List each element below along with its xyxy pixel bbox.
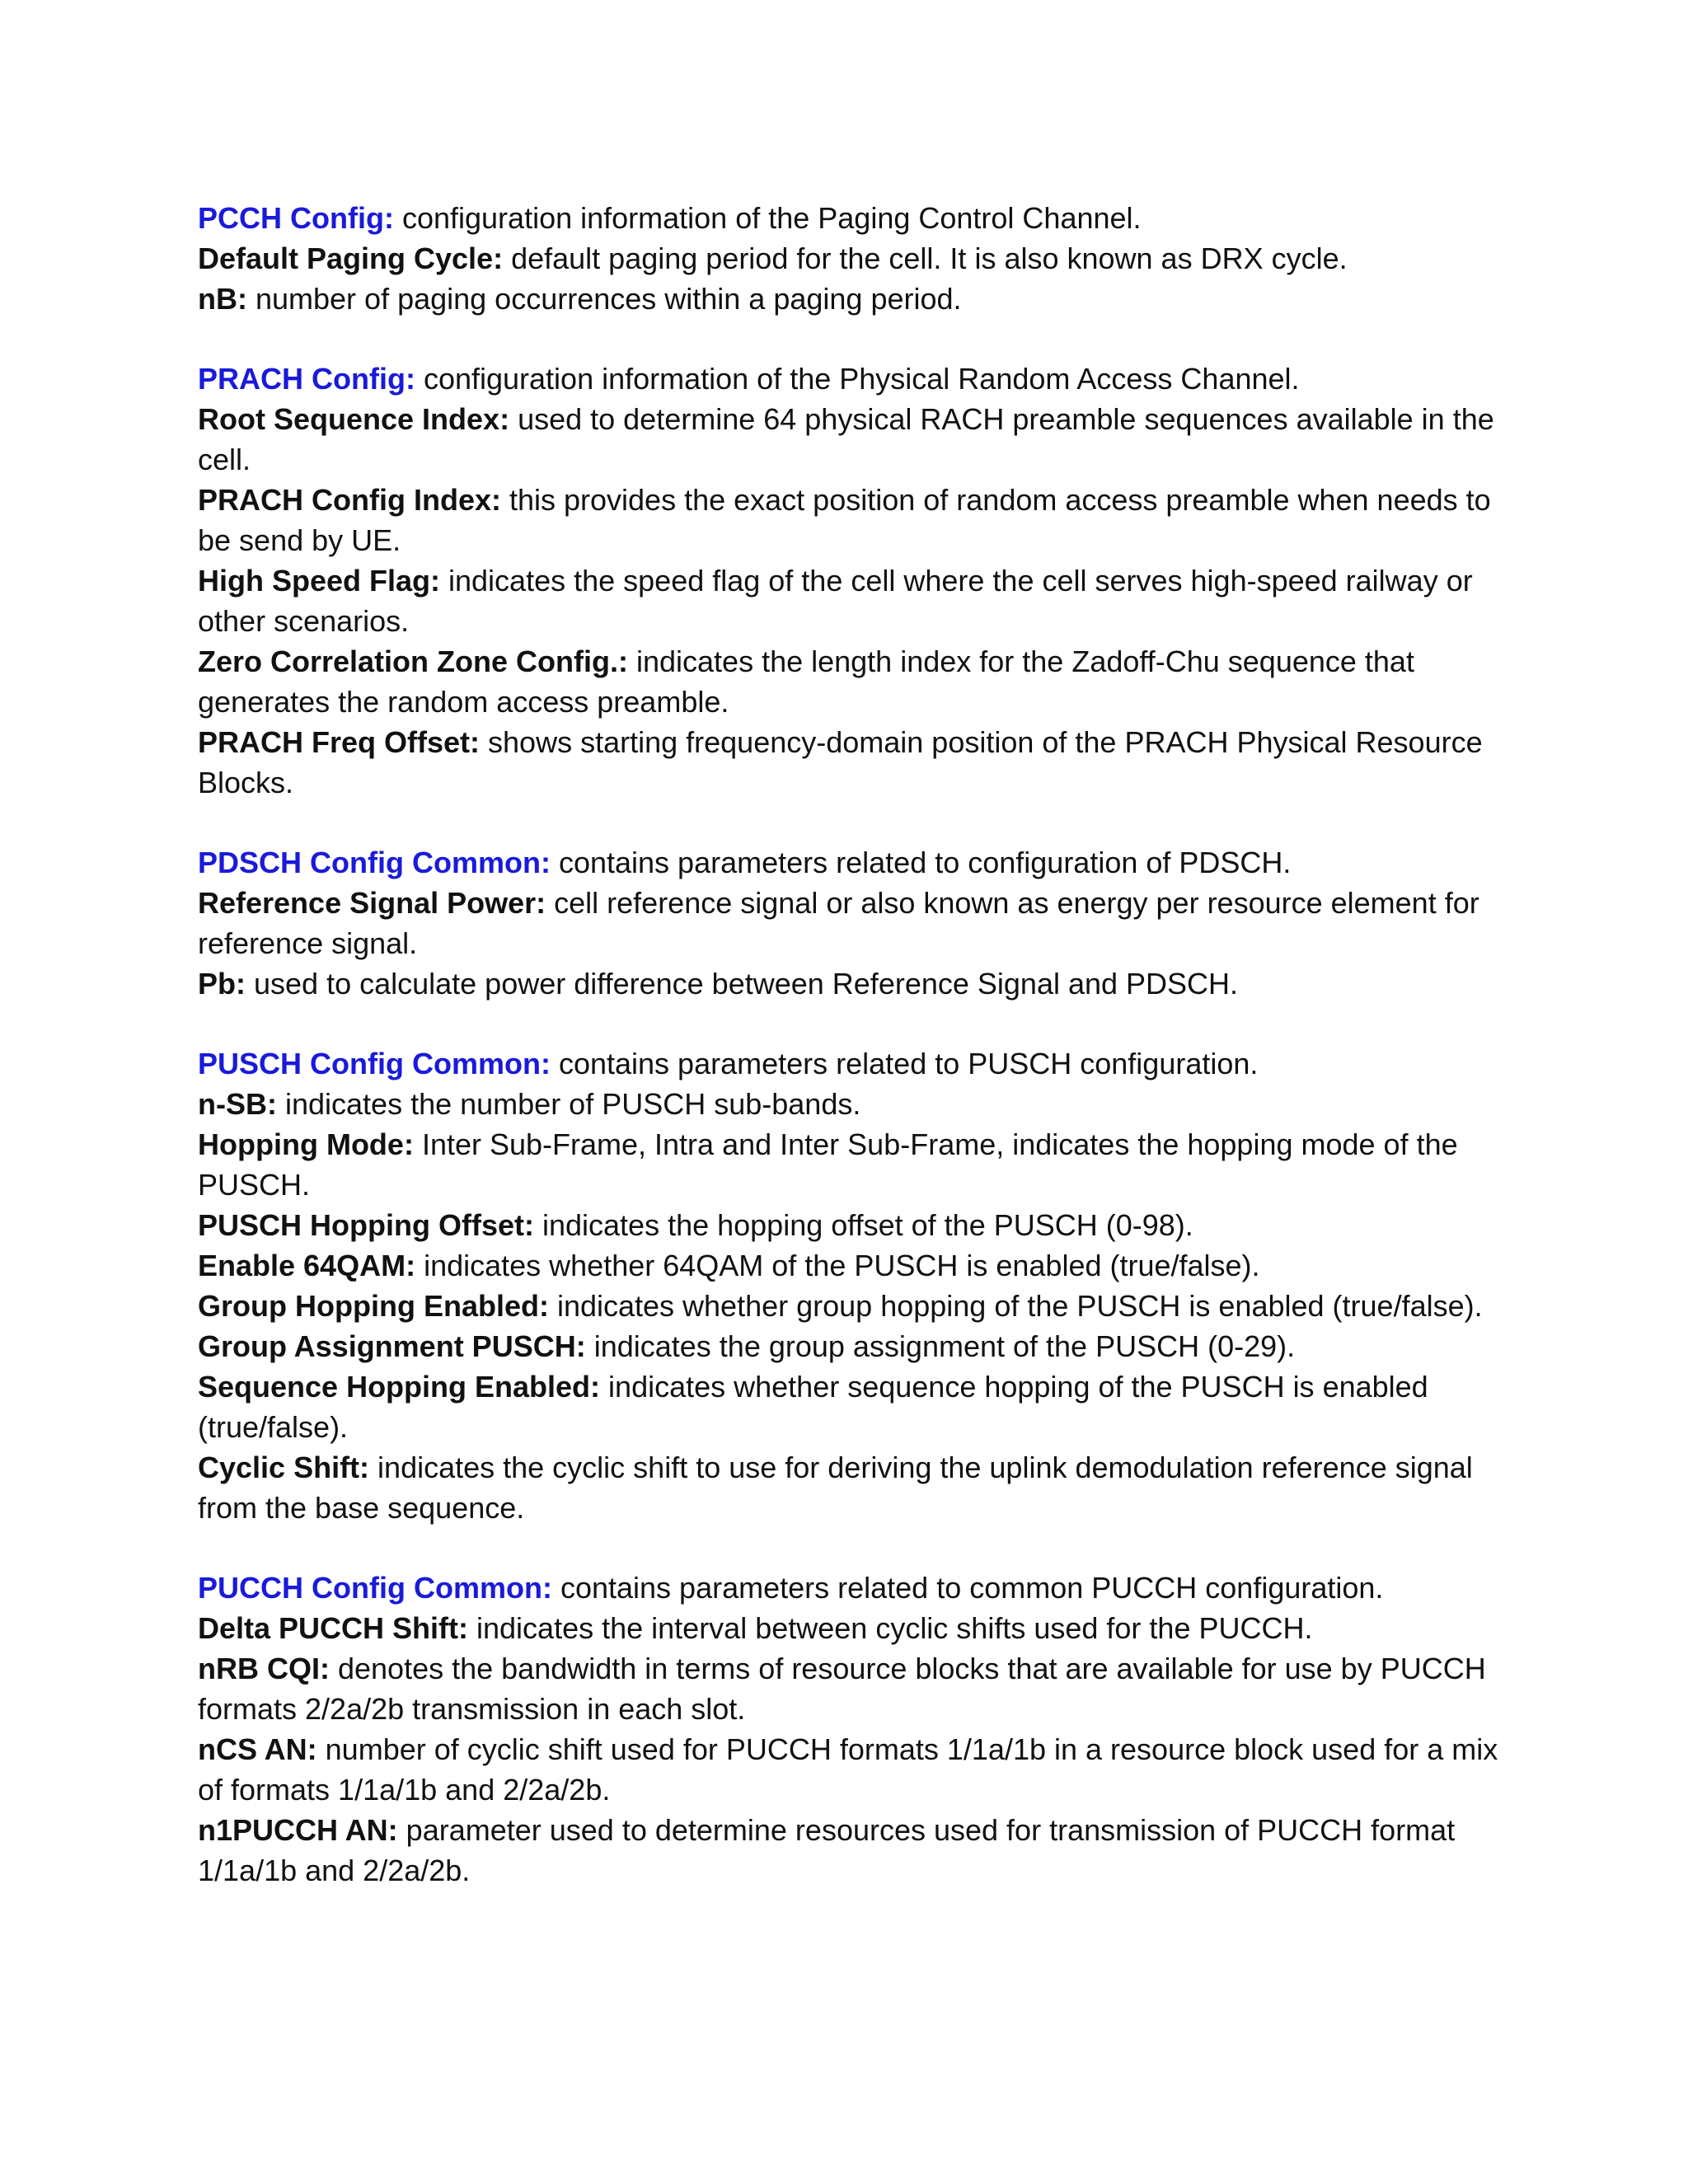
heading-term: PUSCH Config Common: [198,1047,551,1080]
definition-term: Group Hopping Enabled: [198,1289,549,1323]
definition-item [198,399,1500,480]
heading-description: contains parameters related to configuration of PDSCH. [550,846,1292,879]
section-pdsch-config-common [198,842,1500,1004]
definition-term: PRACH Config Index: [198,483,501,517]
definition-term: PUSCH Hopping Offset: [198,1208,534,1242]
definition-item [198,1447,1500,1528]
definition-description: used to determine 64 physical RACH preamble sequences available in the cell. [198,402,1494,476]
definition-item [198,279,1500,319]
definition-description: indicates whether 64QAM of the PUSCH is enabled (true/false). [415,1249,1260,1282]
definition-term: Group Assignment PUSCH: [198,1329,586,1363]
definition-description: indicates the speed flag of the cell where the cell serves high-speed railway or other scenarios. [198,564,1473,638]
definition-term: n1PUCCH AN: [198,1813,398,1847]
definition-term: Cyclic Shift: [198,1451,370,1484]
definition-description: cell reference signal or also known as energy per resource element for reference signal. [198,886,1479,960]
definition-description: indicates whether group hopping of the PUSCH is enabled (true/false). [548,1289,1483,1323]
definition-description: indicates the group assignment of the PUSCH (0-29). [585,1329,1296,1363]
definition-item [198,480,1500,560]
heading-term: PDSCH Config Common: [198,846,551,879]
definition-description: parameter used to determine resources used for transmission of PUCCH format 1/1a/1b and 2/2a/2b. [198,1813,1456,1887]
definition-item [198,1810,1500,1891]
section-prach-config [198,359,1500,803]
definition-item [198,641,1500,722]
definition-term: nCS AN: [198,1732,317,1766]
definition-term: Hopping Mode: [198,1127,414,1161]
definition-term: Default Paging Cycle: [198,241,504,275]
definition-term: Enable 64QAM: [198,1249,416,1282]
definition-item [198,1608,1500,1648]
definition-description: this provides the exact position of random access preamble when needs to be send by UE. [198,483,1491,557]
heading-description: configuration information of the Physical Random Access Channel. [415,362,1300,396]
section-heading [198,842,1500,883]
definition-description: Inter Sub-Frame, Intra and Inter Sub-Frame, indicates the hopping mode of the PUSCH. [198,1127,1458,1202]
definition-description: indicates the cyclic shift to use for deriving the uplink demodulation reference signal from the base sequence. [198,1451,1473,1525]
section-heading [198,1568,1500,1608]
definition-term: n-SB: [198,1087,277,1121]
definition-description: number of paging occurrences within a paging period. [246,282,962,316]
definition-description: used to calculate power difference between Reference Signal and PDSCH. [246,967,1239,1001]
heading-description: contains parameters related to PUSCH configuration. [550,1047,1259,1080]
definition-item [198,1729,1500,1810]
definition-item [198,963,1500,1004]
heading-term: PCCH Config: [198,201,394,235]
definition-term: Root Sequence Index: [198,402,510,436]
definition-item [198,883,1500,963]
definition-item [198,1648,1500,1729]
heading-term: PUCCH Config Common: [198,1571,552,1605]
section-pusch-config-common [198,1043,1500,1528]
definition-term: Delta PUCCH Shift: [198,1611,469,1645]
definition-item [198,1286,1500,1326]
definition-description: default paging period for the cell. It is also known as DRX cycle. [503,241,1348,275]
section-pucch-config-common [198,1568,1500,1891]
section-heading [198,1043,1500,1084]
definition-description: shows starting frequency-domain position of the PRACH Physical Resource Blocks. [198,725,1483,799]
section-heading [198,359,1500,399]
heading-description: configuration information of the Paging Control Channel. [393,201,1142,235]
definition-description: indicates the interval between cyclic shifts used for the PUCCH. [468,1611,1313,1645]
definition-item [198,1084,1500,1124]
definition-description: indicates the hopping offset of the PUSCH (0-98). [533,1208,1193,1242]
definition-item [198,1245,1500,1286]
definition-item [198,1326,1500,1366]
definition-term: Reference Signal Power: [198,886,546,920]
heading-description: contains parameters related to common PUCCH configuration. [551,1571,1384,1605]
definition-description: indicates the length index for the Zadoff-Chu sequence that generates the random access preamble. [198,644,1414,719]
definition-item [198,1124,1500,1205]
definition-description: number of cyclic shift used for PUCCH formats 1/1a/1b in a resource block used for a mix of formats 1/1a/1b and 2/2a/2b. [198,1732,1498,1807]
document-page [198,198,1500,1930]
definition-description: denotes the bandwidth in terms of resource blocks that are available for use by PUCCH formats 2/2a/2b transmission in each slot. [198,1652,1486,1726]
definition-item [198,1366,1500,1447]
definition-description: indicates whether sequence hopping of the PUSCH is enabled (true/false). [198,1370,1428,1444]
section-pcch-config [198,198,1500,319]
definition-item [198,1205,1500,1245]
definition-term: nB: [198,282,247,316]
definition-term: Pb: [198,967,246,1001]
definition-term: Zero Correlation Zone Config.: [198,644,628,678]
section-heading [198,198,1500,238]
definition-term: nRB CQI: [198,1652,330,1685]
definition-item [198,722,1500,803]
definition-item [198,560,1500,641]
definition-term: High Speed Flag: [198,564,441,598]
definition-description: indicates the number of PUSCH sub-bands. [276,1087,861,1121]
definition-term: Sequence Hopping Enabled: [198,1370,601,1404]
heading-term: PRACH Config: [198,362,415,396]
definition-term: PRACH Freq Offset: [198,725,481,759]
definition-item [198,238,1500,279]
